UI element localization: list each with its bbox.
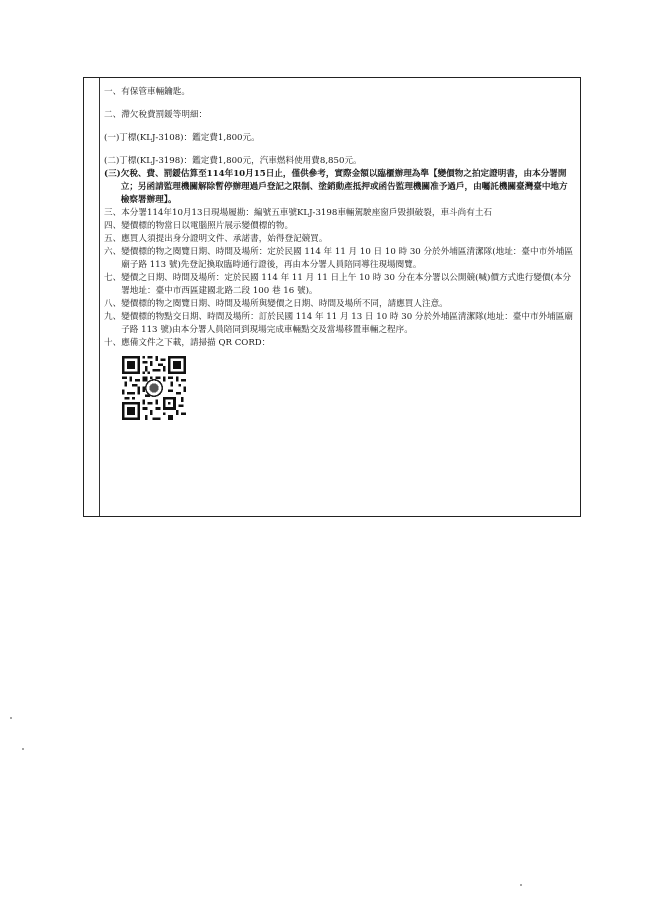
scan-speck [10,717,12,719]
frame-divider [99,78,100,516]
item-9-number: 九、 [104,312,122,322]
item-2-sub-2: (二)丁標(KLJ-3198)：鑑定費1,800元，汽車燃料使用費8,850元。 [104,156,362,166]
item-2: 二、滯欠稅費罰鍰等明細： [104,110,208,120]
item-8: 八、變價標的物之閱覽日期、時間及場所與變價之日期、時間及場所不同，請應買人注意。 [104,299,448,309]
item-2-sub-3 [104,168,576,207]
qr-code-icon[interactable] [122,356,186,420]
document-body [104,86,576,425]
item-4: 四、變價標的物當日以電腦照片展示變價標的物。 [104,221,294,231]
item-7-text: 變價之日期、時間及場所：定於民國 114 年 11 月 11 日上午 10 時 30 分在本分署以公開競(喊)價方式進行變價(本分署地址：臺中市西區建國北路二段 100 巷 16 號)。 [121,273,572,296]
item-1: 一、有保管車輛鑰匙。 [104,87,190,97]
item-7-number: 七、 [104,273,122,283]
item-6-text: 變價標的物之閱覽日期、時間及場所：定於民國 114 年 11 月 10 日 10 時 30 分於外埔區清潔隊(地址：臺中市外埔區廟子路 113 號)先登記換取臨時通行證後，再由本分署人員陪同導往現場閱覽。 [121,247,573,270]
item-5: 五、應買人須提出身分證明文件、承諾書，始得登記競買。 [104,234,328,244]
item-6-number: 六、 [104,247,122,257]
item-6 [104,246,576,272]
item-2-sub-3-text: 欠稅、費、罰鍰估算至114年10月15日止，僅供參考，實際金額以臨櫃辦理為準【變價物之拍定證明書，由本分署開立；另函請監理機關解除暫停辦理過戶登記之限制、塗銷動產抵押或函告監理機關准予過戶，由囑託機關臺灣臺中地方檢察署辦理】。 [120,169,568,205]
item-2-sub-1: (一)丁標(KLJ-3108)：鑑定費1,800元。 [104,133,260,143]
item-9-text: 變價標的物點交日期、時間及場所：訂於民國 114 年 11 月 13 日 10 時 30 分於外埔區清潔隊(地址：臺中市外埔區廟子路 113 號)由本分署人員陪同到現場完成車輛點交及當場移置車輛之程序。 [121,312,573,335]
scan-speck [22,748,24,750]
item-3-number: 三、 [104,208,122,218]
item-9 [104,311,576,337]
item-3-text: 本分署114年10月13日現場履勘：編號五車號KLJ-3198車輛駕駛座窗戶毀損破裂，車斗尚有土石 [121,208,493,218]
scan-speck [520,884,522,886]
item-3 [104,207,576,220]
item-2-sub-3-number: (三) [104,169,121,179]
item-10: 十、應備文件之下載，請掃描 QR CORD： [104,338,271,348]
item-7 [104,272,576,298]
